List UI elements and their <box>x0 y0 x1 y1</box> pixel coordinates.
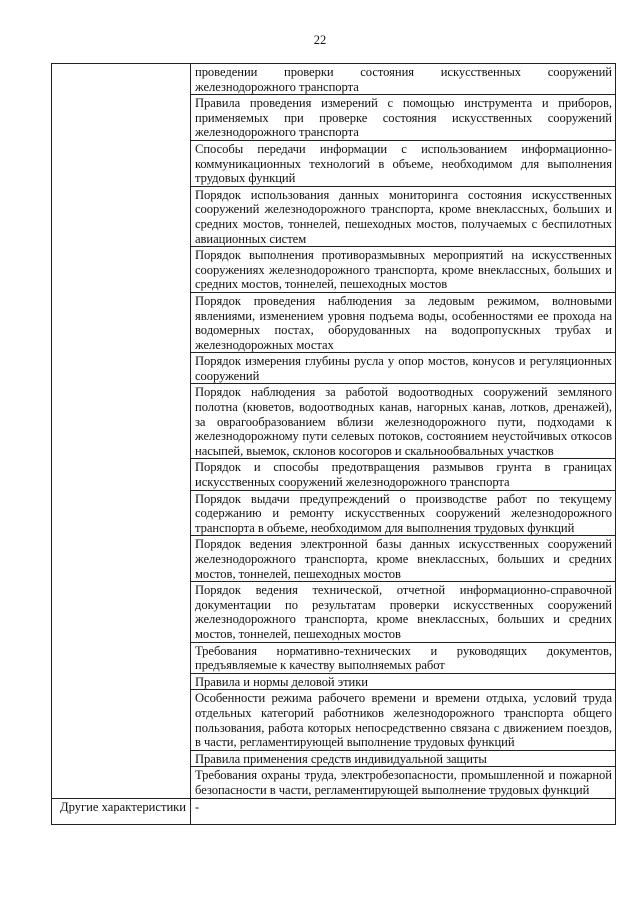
knowledge-item: Способы передачи информации с использованием информационно-коммуникационных технологий в объеме, необходимом для выполнения трудовых функций <box>191 140 616 186</box>
knowledge-item: Порядок использования данных мониторинга состояния искусственных сооружений железнодорожного транспорта, кроме внеклассных, больших и средних мостов, тоннелей, пешеходных мостов, получаемых с беспилотных авиационных систем <box>191 186 616 246</box>
knowledge-item: Порядок ведения электронной базы данных искусственных сооружений железнодорожного транспорта, кроме внеклассных, больших и средних мостов, тоннелей, пешеходных мостов <box>191 536 616 582</box>
knowledge-item: Порядок проведения наблюдения за ледовым режимом, волновыми явлениями, изменением уровня подъема воды, особенностями ее прохода на водомерных постах, оборудованных на водопропускных трубах и железнодорожных мостах <box>191 292 616 352</box>
knowledge-item: Правила и нормы деловой этики <box>191 673 616 690</box>
row-value-other-characteristics: - <box>191 798 616 824</box>
knowledge-item: проведении проверки состояния искусственных сооружений железнодорожного транспорта <box>191 64 616 95</box>
requirements-table <box>51 63 616 825</box>
knowledge-item: Порядок выполнения противоразмывных мероприятий на искусственных сооружениях железнодорожного транспорта, кроме внеклассных, больших и средних мостов, тоннелей, пешеходных мостов <box>191 247 616 293</box>
page-number: 22 <box>313 33 327 47</box>
knowledge-item: Требования охраны труда, электробезопасности, промышленной и пожарной безопасности в части, регламентирующей выполнение трудовых функций <box>191 767 616 798</box>
table-row-other-characteristics <box>52 798 616 824</box>
table-row <box>52 64 616 95</box>
table-body <box>52 64 616 825</box>
knowledge-item: Порядок и способы предотвращения размывов грунта в границах искусственных сооружений железнодорожного транспорта <box>191 459 616 490</box>
row-label-other-characteristics: Другие характеристики <box>52 798 191 824</box>
knowledge-item: Требования нормативно-технических и руководящих документов, предъявляемые к качеству выполняемых работ <box>191 642 616 673</box>
knowledge-item: Порядок ведения технической, отчетной информационно-справочной документации по результатам проверки искусственных сооружений железнодорожного транспорта, кроме внеклассных, больших и средних мостов, тоннелей, пешеходных мостов <box>191 582 616 642</box>
knowledge-item: Правила проведения измерений с помощью инструмента и приборов, применяемых при проверке состояния искусственных сооружений железнодорожного транспорта <box>191 95 616 141</box>
knowledge-item: Особенности режима рабочего времени и времени отдыха, условий труда отдельных категорий работников железнодорожного транспорта общего пользования, работа которых непосредственно связана с движением поездов, в части, регламентирующей выполнение трудовых функций <box>191 690 616 750</box>
knowledge-item: Правила применения средств индивидуальной защиты <box>191 750 616 767</box>
knowledge-item: Порядок выдачи предупреждений о производстве работ по текущему содержанию и ремонту искусственных сооружений железнодорожного транспорта в объеме, необходимом для выполнения трудовых функций <box>191 490 616 536</box>
knowledge-item: Порядок измерения глубины русла у опор мостов, конусов и регуляционных сооружений <box>191 353 616 384</box>
row-label-empty <box>52 64 191 799</box>
knowledge-item: Порядок наблюдения за работой водоотводных сооружений земляного полотна (кюветов, водоотводных канав, нагорных канав, лотков, дренажей), за оврагообразованием вблизи железнодорожного пути, подходами к железнодорожному пути селевых потоков, состоянием неустойчивых откосов насыпей, выемок, склонов косогоров и скальнообвальных участков <box>191 384 616 459</box>
